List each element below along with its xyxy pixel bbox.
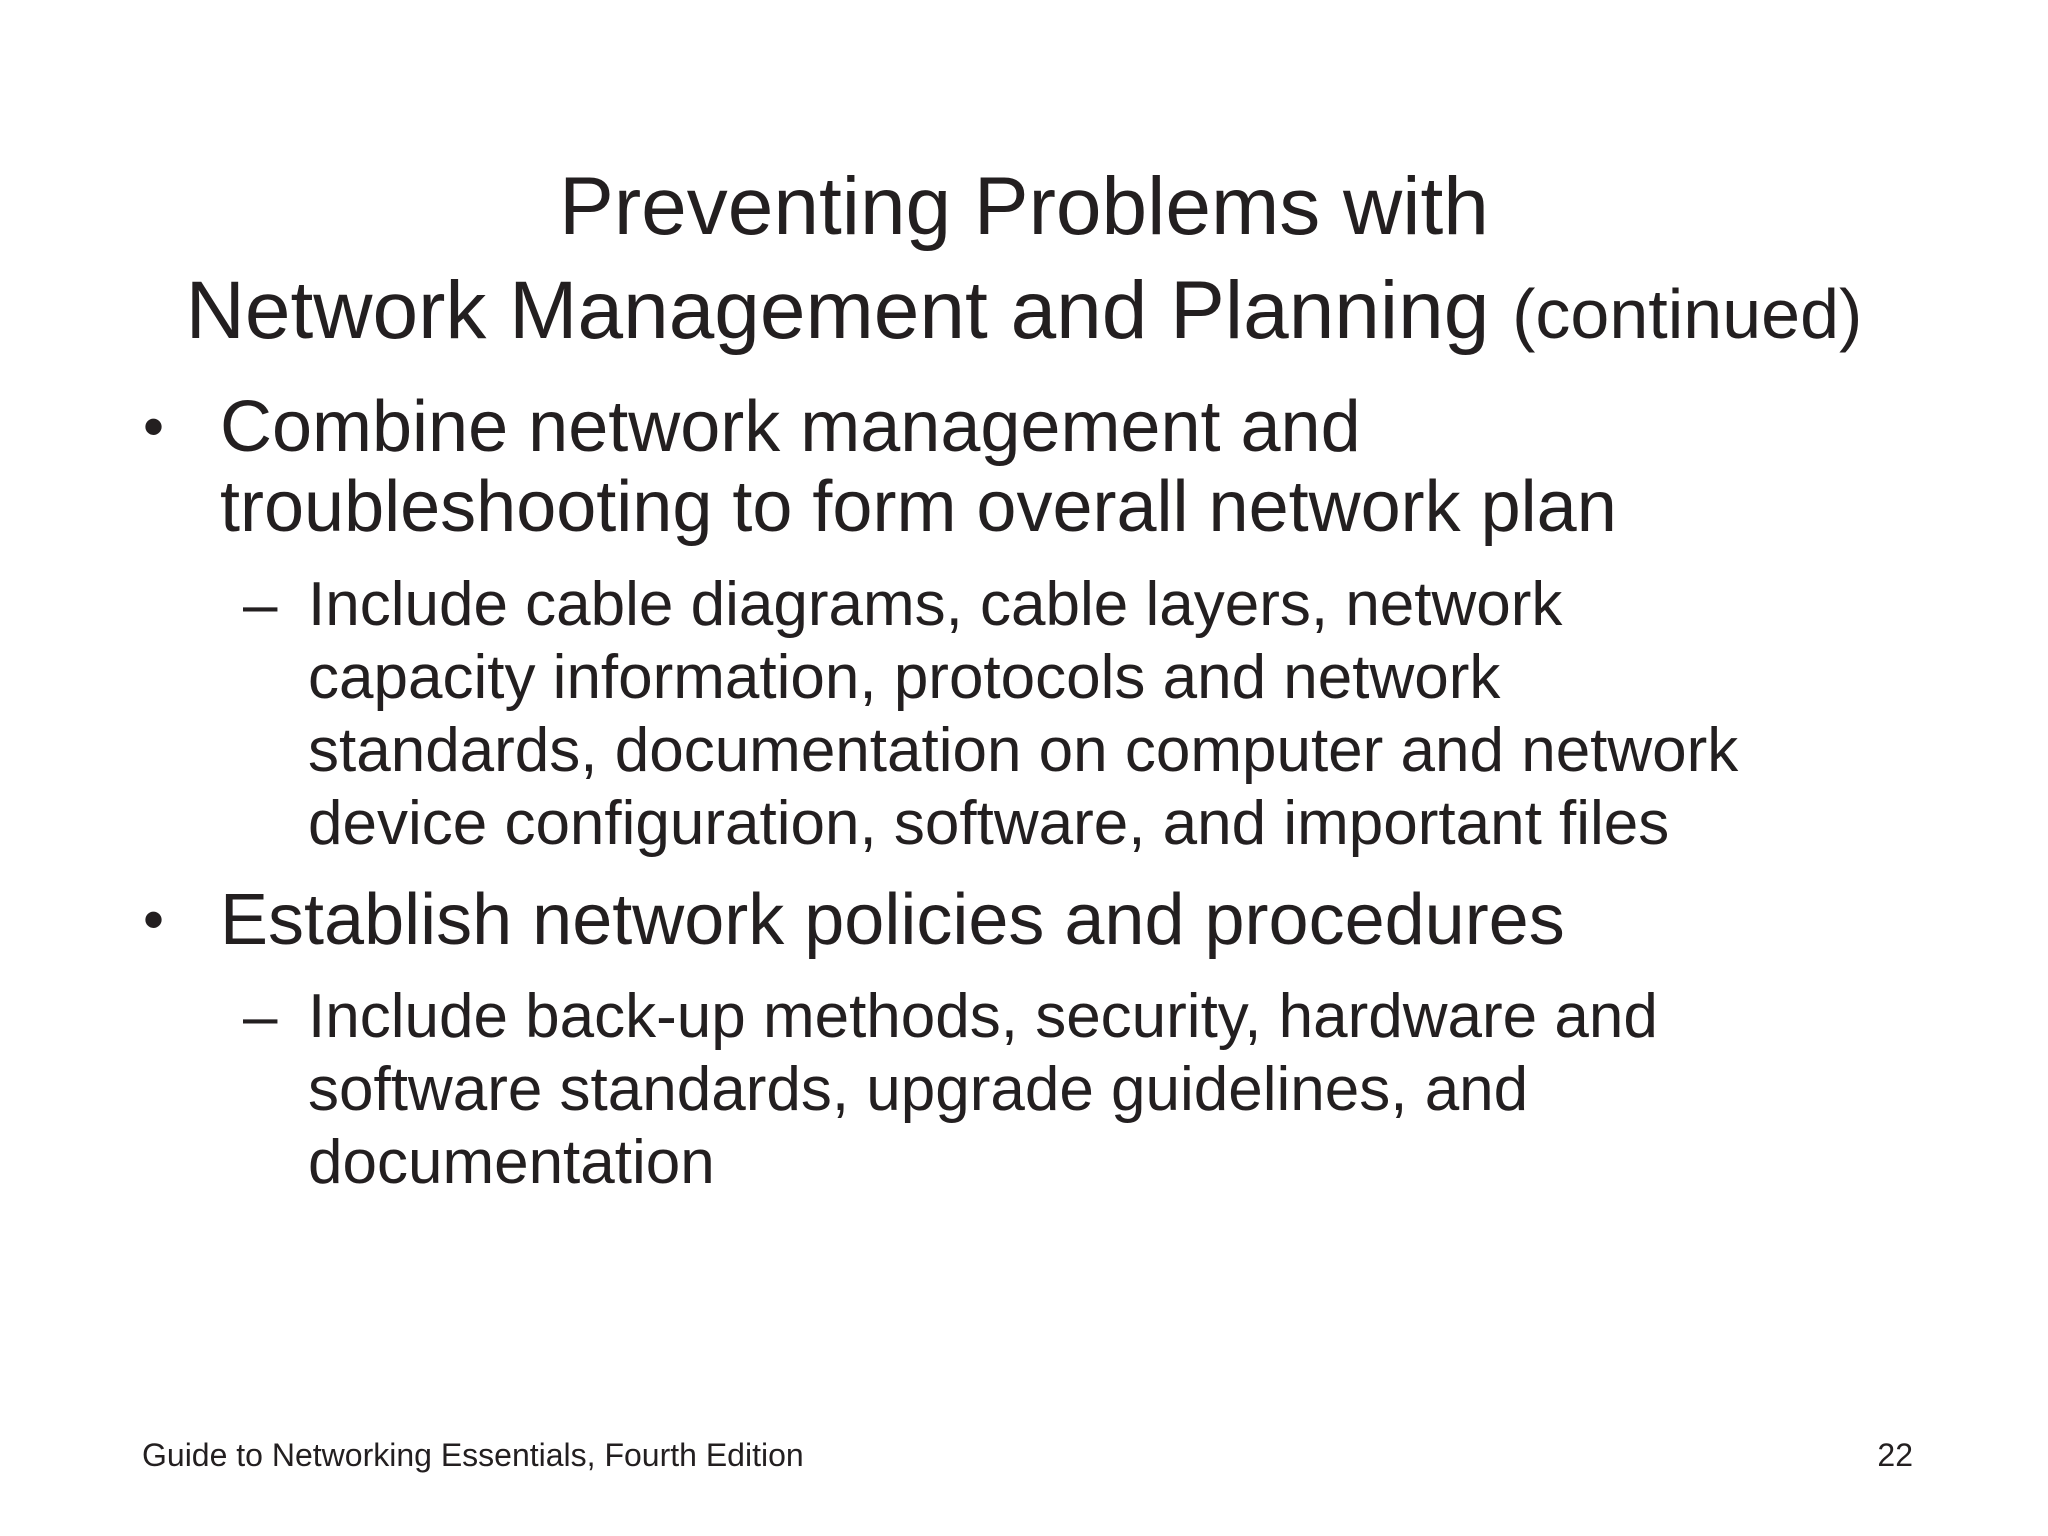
bullet-1-sub-line-1: Include cable diagrams, cable layers, network bbox=[308, 570, 1563, 639]
bullet-1-sub-line-3: standards, documentation on computer and network bbox=[308, 716, 1739, 785]
bullet-marker: • bbox=[143, 393, 165, 460]
bullet-2-sub-line-2: software standards, upgrade guidelines, and bbox=[308, 1055, 1529, 1124]
bullet-1-sub-line-2: capacity information, protocols and network bbox=[308, 643, 1501, 712]
bullet-1-line-2: troubleshooting to form overall network plan bbox=[220, 467, 1617, 547]
bullet-2-sub-line-1: Include back-up methods, security, hardware and bbox=[308, 982, 1658, 1051]
title-line-2-main: Network Management and Planning bbox=[185, 265, 1490, 356]
bullet-2-line-1: Establish network policies and procedures bbox=[220, 880, 1565, 960]
footer-book-title: Guide to Networking Essentials, Fourth Edition bbox=[142, 1437, 804, 1473]
bullet-2-sub-text bbox=[308, 980, 1658, 1199]
title-continued-label: (continued) bbox=[1512, 275, 1863, 353]
sub-bullet-marker: – bbox=[243, 570, 278, 639]
title-line-2 bbox=[0, 259, 2048, 366]
bullet-1-line-1: Combine network management and bbox=[220, 387, 1361, 467]
slide-title bbox=[0, 155, 2048, 366]
title-line-1: Preventing Problems with bbox=[559, 161, 1489, 252]
bullet-1-sub-line-4: device configuration, software, and important files bbox=[308, 789, 1670, 858]
bullet-2-text bbox=[220, 880, 1565, 960]
footer-page-number: 22 bbox=[1877, 1437, 1913, 1473]
bullet-marker: • bbox=[143, 886, 165, 953]
bullet-1-sub-text bbox=[308, 568, 1738, 860]
bullet-2-sub-line-3: documentation bbox=[308, 1128, 715, 1197]
sub-bullet-marker: – bbox=[243, 982, 278, 1051]
bullet-1-text bbox=[220, 387, 1617, 547]
